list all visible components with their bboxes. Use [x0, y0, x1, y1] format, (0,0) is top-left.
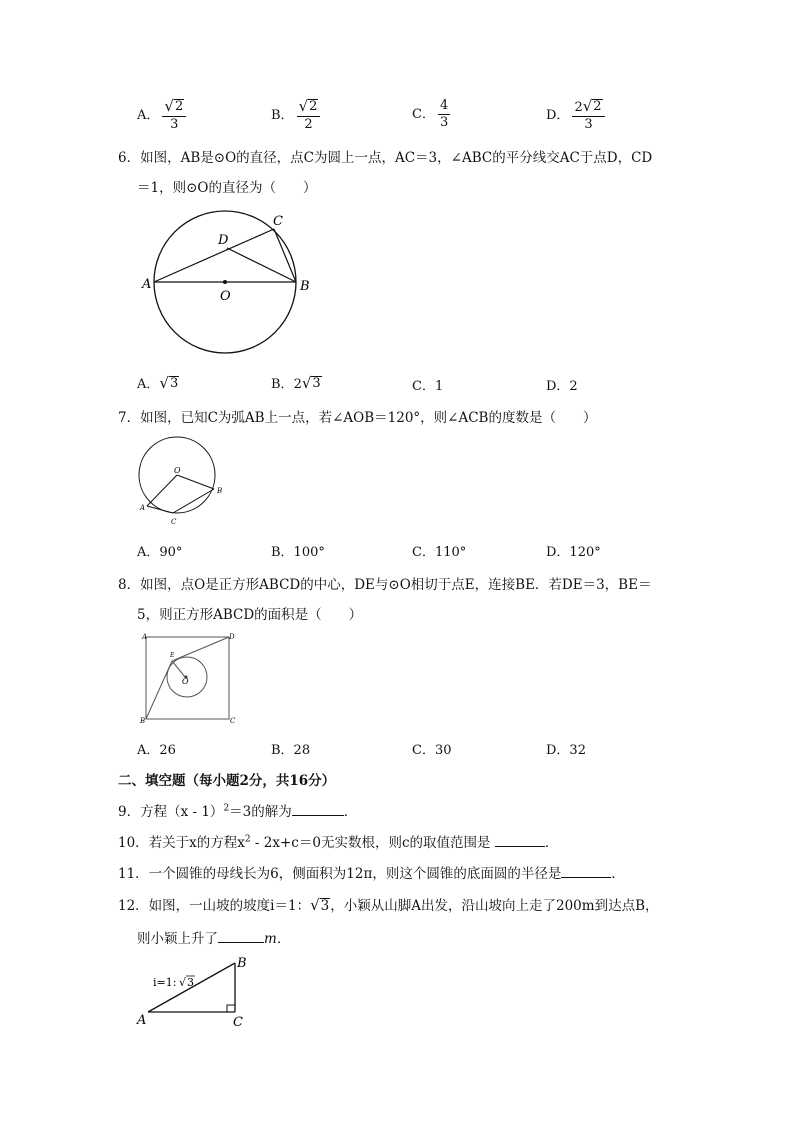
label-b: B	[217, 487, 223, 495]
label-o: O	[220, 289, 231, 304]
q8-option-d: D．32	[546, 743, 586, 758]
q10-exponent: 2	[244, 834, 251, 845]
q5-option-b	[271, 98, 320, 133]
q10-text	[118, 831, 558, 851]
option-label: A．	[137, 377, 160, 392]
q7-option-a: A．90°	[137, 545, 183, 560]
chord-ac	[147, 506, 173, 513]
q8-option-c: C．30	[412, 743, 452, 758]
sqrt-arg: 3	[169, 376, 179, 391]
tangent-de	[172, 637, 229, 661]
fraction: √ 2 2	[297, 98, 321, 133]
label-a: A	[142, 277, 152, 292]
q12-text-line1: 12．如图，一山坡的坡度i＝1： √ 3 ，小颖从山脚A出发，沿山坡向上走了200m到达点B，	[118, 896, 659, 914]
q11-pre: 11．一个圆锥的母线长为6，侧面积为12π，则这个圆锥的底面圆的半径是	[118, 866, 562, 882]
q12-sqrt-arg: 3	[320, 898, 330, 914]
slope-label: i=1:	[153, 976, 177, 989]
q9-exponent: 2	[223, 803, 230, 814]
q8-text-line1: 8．如图，点O是正方形ABCD的中心，DE与⊙O相切于点E，连接BE．若DE＝3，BE＝	[118, 577, 652, 593]
q8-option-a: A．26	[137, 743, 176, 758]
bisector-bd	[227, 248, 296, 282]
frac-num: 2	[309, 99, 318, 114]
label-c: C	[171, 518, 177, 526]
q12-line2-end: m．	[264, 931, 291, 947]
radius-oe	[172, 661, 185, 677]
fraction: √ 2 3	[162, 98, 186, 133]
q6-option-c: C．1	[412, 379, 444, 394]
q11-end: ．	[611, 866, 625, 882]
q6-option-a: A． √ 3	[137, 374, 179, 392]
option-label: B．	[271, 377, 294, 392]
radius-ob	[177, 475, 214, 489]
chord-cb	[274, 229, 296, 282]
q11-text	[118, 862, 625, 882]
q5-option-c	[412, 98, 450, 131]
label-e: E	[170, 652, 175, 659]
label-a: A	[140, 504, 146, 512]
q8-text-line2: 5，则正方形ABCD的面积是（ ）	[137, 607, 363, 623]
q7-figure	[135, 433, 230, 528]
label-a: A	[142, 633, 148, 641]
q9-text	[118, 800, 357, 820]
q10-answer-blank[interactable]	[495, 833, 545, 847]
q12-pre: 12．如图，一山坡的坡度i＝1：	[118, 898, 311, 914]
q12-text-line2	[137, 927, 290, 947]
q12-figure	[135, 952, 255, 1032]
chord-ac	[154, 229, 274, 282]
q12-post: ，小颖从山脚A出发，沿山坡向上走了200m到达点B，	[330, 898, 659, 914]
q5-option-d	[546, 98, 605, 133]
q10-pre: 10．若关于x的方程x	[118, 835, 245, 851]
q6-option-b: B．2 √ 3	[271, 374, 321, 392]
q10-mid: - 2x+c＝0无实数根，则c的取值范围是	[250, 835, 495, 851]
q6-figure	[135, 208, 315, 363]
sqrt-arg: 3	[312, 376, 321, 391]
label-b: B	[300, 279, 310, 294]
q6-text-line1: 6．如图，AB是⊙O的直径，点C为圆上一点，AC＝3，∠ABC的平分线交AC于点D，CD	[118, 150, 653, 166]
q10-end: ．	[544, 835, 559, 851]
q6-option-d: D．2	[546, 379, 578, 394]
frac-num: 4	[439, 98, 449, 113]
slope-arg: 3	[187, 976, 194, 989]
fraction	[438, 98, 450, 131]
fraction: 2 √ 2 3	[572, 98, 604, 133]
frac-coef: 2	[574, 100, 583, 115]
label-d: D	[218, 233, 229, 248]
label-o: O	[174, 466, 181, 475]
label-a: A	[137, 1013, 147, 1028]
label-o: O	[182, 677, 189, 686]
q9-post: ＝3的解为	[229, 804, 292, 820]
frac-den: 3	[170, 117, 179, 132]
segment-be	[146, 661, 172, 719]
frac-den: 2	[304, 117, 313, 132]
frac-den: 3	[584, 117, 593, 132]
q6-text-line2: ＝1，则⊙O的直径为（ ）	[137, 180, 317, 196]
label-b: B	[237, 956, 247, 971]
q9-pre: 9．方程（x - 1）	[118, 804, 224, 820]
q12-line2-pre: 则小颖上升了	[137, 931, 218, 947]
q11-answer-blank[interactable]	[561, 864, 611, 878]
option-label: C．	[412, 107, 435, 122]
slope-radical: √	[179, 976, 187, 989]
q7-text-line1: 7．如图，已知C为弧AB上一点，若∠AOB＝120°，则∠ACB的度数是（ ）	[118, 410, 597, 426]
frac-num: 2	[174, 99, 184, 114]
label-c: C	[233, 1015, 243, 1030]
option-label: D．	[546, 108, 570, 123]
center-point	[223, 280, 227, 284]
option-label: B．	[271, 108, 294, 123]
q7-option-c: C．110°	[412, 545, 467, 560]
q7-option-d: D．120°	[546, 545, 601, 560]
frac-den: 3	[439, 115, 449, 130]
label-b: B	[140, 717, 146, 725]
right-angle-mark	[227, 1005, 235, 1012]
q12-answer-blank[interactable]	[218, 929, 264, 943]
label-c: C	[230, 717, 236, 725]
label-c: C	[273, 214, 283, 229]
q9-answer-blank[interactable]	[292, 802, 344, 816]
label-d: D	[229, 633, 235, 641]
q8-option-b: B．28	[271, 743, 311, 758]
q5-option-a	[137, 98, 186, 133]
radius-oa	[147, 475, 177, 506]
coef: 2	[293, 377, 302, 392]
q7-option-b: B．100°	[271, 545, 325, 560]
section-title: 二、填空题（每小题2分，共16分）	[118, 773, 336, 789]
frac-num: 2	[593, 99, 602, 114]
q9-end: ．	[343, 804, 358, 820]
q8-figure	[138, 630, 238, 725]
option-label: A．	[137, 108, 160, 123]
